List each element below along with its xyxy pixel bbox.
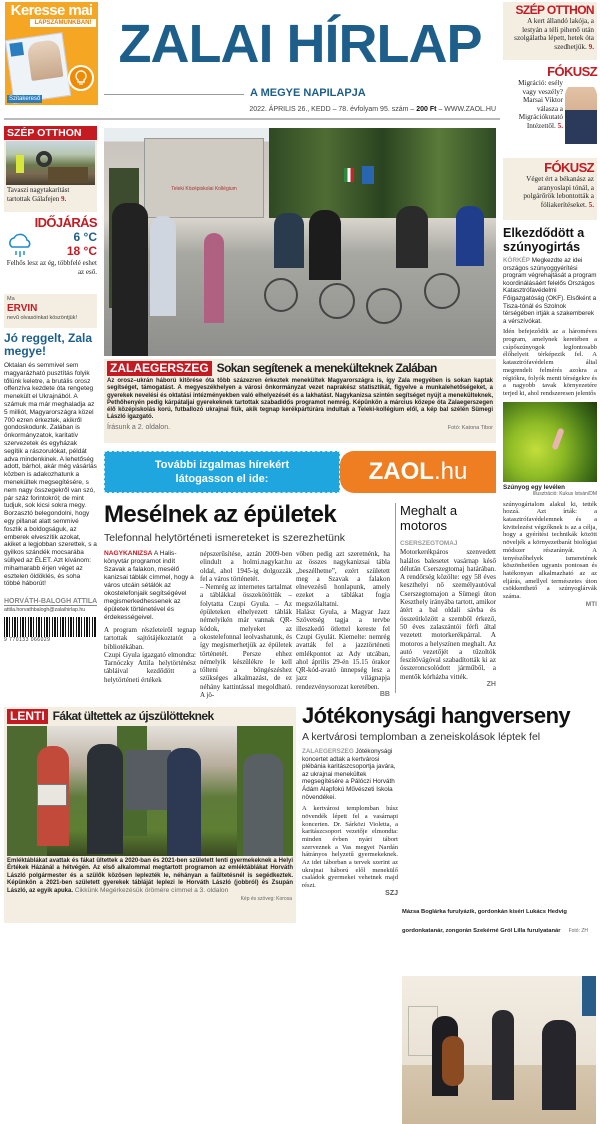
promo-ad[interactable] (5, 2, 98, 105)
lead-headline: Sokan segítenek a menekülteknek Zalában (216, 361, 437, 375)
szunyog-headline: Elkezdődött a szúnyogirtás (503, 226, 585, 254)
lenti-credit: Kép és szöveg: Korosa (240, 896, 292, 903)
nameday-box (4, 294, 97, 328)
date-line (150, 106, 496, 113)
rain-cloud-icon (6, 233, 34, 259)
motoros-kicker: CSERSZEGTOMAJ (400, 540, 458, 547)
zaol-logo-suffix: .hu (433, 458, 468, 485)
concert-photo-credit: Fotó: ZH (568, 928, 589, 934)
motoros-body: Motorkerékpáros szenvedett halálos balesetet vasárnap késő délután Cserszegtomaj határában. A rendőrség közölte: egy 58 éves keszthelyi nő személyautóval Cserszegtomajon a Sümegi úton Keszthely irányába tartott, amikor átért a bal oldali sávba és összeütközött a szemből érkező, 50 éves zalaszántói férfi által vezetett motorkerékpárral. A motoros a helyszínen meghalt. Az autó vezetőjét a tűzoltók feszítővágóval szabadították ki az összeroncsolódott járműből, a mentők kórházba vitték. (400, 548, 496, 681)
concert-kicker: ZALAEGERSZEG (302, 748, 354, 755)
lenti-caption (4, 856, 296, 895)
mesel-signature: BB (379, 691, 390, 699)
lead-ref[interactable]: Írásunk a 2. oldalon. (107, 423, 171, 431)
temp-low: 6 °C (73, 230, 97, 244)
barcode (4, 617, 97, 643)
teaser-text: Migráció: esély vagy veszély? Marsai Viktor válasza a Migrációkutató Intézettől. (518, 79, 563, 130)
zaol-text-1: További izgalmas hírekért (154, 459, 290, 471)
caption: Tavaszi nagytakarítást tartottak Gálafejen (7, 186, 70, 203)
teaser-label: FÓKUSZ (547, 64, 597, 79)
masthead-subtitle: A MEGYE NAPILAPJA (250, 87, 366, 99)
nameday-prefix: Ma (7, 296, 15, 302)
lead-body: Az orosz–ukrán háború kitörése óta több százezren érkeztek menekültek Magyarországra is, így Zala megyében is sokan kaptak segítséget, támogatást. A megyeszékhelyen a városi önkormányzat vezet naprakész statisztikát, figyelve a munkalehetőségeket, a gyerekek nevelési és oktatási intézményekben való elhelyezését és a lakhatást. Nagykanizsa szintén segítséget nyújt a menekülteknek, Pethőhenyén pedig kárpátaljai gyerekeknek tartottak szabadidős programot nemrég. Képünkön a március közepe óta Zalaegerszegen élő középiskolás korú, futballozó ukrajnai fiúk, akik tegnap kerékpártúrára indultak a Teleki-kollégium elől, a kép bal szélén Sümegi László igazgató. (107, 378, 493, 421)
lenti-story[interactable] (4, 707, 296, 923)
building-sign: Teleki Középiskolai Kollégium (171, 186, 237, 192)
teaser-text: A kert állandó lakója, a lestyán a téli pihenő után szolgálatba lépett, hetek óta szedhetjük. (514, 17, 594, 51)
teaser-fokusz-bekanasz[interactable] (503, 158, 597, 220)
teaser-label: SZÉP OTTHON (515, 3, 594, 17)
lead-story[interactable] (104, 359, 496, 443)
weather-label: IDŐJÁRÁS (34, 215, 97, 230)
szunyog-body-1: Idén befejeződik az a hároméves program, amelynek keretében a csípőszúnyogok legfontosabb élőhelyeit térképezik fel. A katasztrófavédelem által megrendelt felmérés azokra a régiókra, folyók menti térségekre és a nagyobb tavak környezetére terjed ki, ahol rendszeresen jelentős (503, 328, 597, 397)
motoros-headline: Meghalt a motoros (400, 503, 458, 533)
column-divider (395, 503, 396, 693)
lenti-ref[interactable]: Cikkünk Megérkezésük örömére címmel a 3. oldalon (74, 887, 229, 895)
left-szep-otthon[interactable] (4, 126, 97, 212)
mesel-body-1: A program részleteiről tegnap tartottak sajtótájékoztatót a bibliotékában. Czupi Gyula igazgató elmondta: Tarnóczky Attila helytörténész tábláival kezdődött a helytörténeti értékek (104, 626, 196, 684)
teaser-label: FÓKUSZ (544, 160, 594, 175)
lead-photo (104, 128, 496, 356)
szunyog-kicker: KÖRKÉP (503, 257, 530, 264)
szunyog-body-2: szúnyogártalom alakul ki, tették hozzá. Azt írták: a katasztrófavédelemnek és a kivitelezést végzőknek is az a célja, hogy a gyérítési technikák között növeljék a környezetbarát biológiai módszer részarányát. A tenyészőhelyek ismeretének köszönhetően ugyanis pontosan és hatékonyan alkalmazható az az eljárás, amellyel természetes úton csökkenthető a szúnyoglárvák száma. (503, 500, 597, 601)
szunyog-story (503, 226, 597, 608)
mesel-headline: Mesélnek az épületek (104, 501, 337, 528)
szunyog-photo-caption: Szúnyog egy levélen (503, 483, 565, 491)
barcode-bars (4, 617, 97, 637)
mesel-col3 (296, 550, 390, 699)
lead-kicker: ZALAEGERSZEG (107, 361, 212, 376)
masthead-rule (104, 94, 244, 95)
portrait-photo (565, 82, 597, 144)
motoros-story (400, 503, 496, 689)
concert-headline: Jótékonysági hangverseny (302, 703, 571, 728)
teaser-text: Véget ért a békanász az aranyoslapi tónál, a polgárőrök lebontották a fóliakerítéseket. (523, 175, 594, 209)
lenti-headline: Fákat ültettek az újszülötteknek (52, 709, 214, 723)
concert-subhead: A kertvárosi templomban a zeneiskolások léptek fel (302, 731, 541, 743)
lenti-kicker: LENTI (7, 709, 48, 724)
date-text: 2022. ÁPRILIS 26., KEDD – 78. évfolyam 95. szám – (249, 106, 415, 113)
concert-body: A kertvárosi templomban húsz növendék lépett fel a vasárnapi koncerten. Dr. Sárközi Violetta, a karitászcsoport vezetője elmondta: minden évben nyári tábort szerveznek a Vas megyei Nardán hátrányos helyzetű gyermekeknek. Az idei táborban a tervek szerint az ukrajnai háború elől menekülő családok gyermekei vehetnek majd részt. (302, 805, 398, 890)
mesel-body-3: vőben pedig azt szeretnénk, ha az összes nagykanizsai tábla „beszélhetne”, ezért született meg a Szavak a falakon elnevezésű honlapunk, amely ezeket a táblákat fogja megszólaltatni. Halász Gyula, a Magyar Jazz Szövetség tagja a tervbe illeszkedő ötlettel kereste fel Czupi Gyulát. Kiemelte: nemrég avatták fel a jazztörténeti emlékpontot az Ady utcában, ahol április 29-én 15.15 órakor QR-kód-avató ünnepség lesz a jazz világnapja rendezvénysorozat keretében. (296, 550, 390, 691)
zaol-banner[interactable] (104, 451, 496, 493)
nameday-name: ERVIN (7, 303, 38, 314)
temp-high: 18 °C (66, 244, 97, 258)
concert-signature: SZJ (385, 889, 398, 897)
magazine-cover (5, 32, 71, 103)
mesel-lead: A Halis-könyvtár programot indít Szavak a falakon, mesélő kanizsai táblák címmel, hogy a város utcáin sétálók az okostelefonjaik segítségével megismerkedhessenek az épületek történetével és érdekességeivel. (104, 550, 194, 621)
nameday-text: nevű olvasóinkat köszöntjük! (7, 315, 78, 321)
teaser-fokusz-migracio[interactable] (503, 64, 597, 154)
szunyog-photo-credit: Illusztráció: Kukus István/DM (532, 491, 597, 498)
lenti-caption-text: Emléktáblákat avattak és fákat ültettek a 2020-ban és 2021-ben született lenti gyermekeknek a Helyi Értékek Házánál a hétvégén. Az első alkalommal megtartott programon az emléktáblákat Horváth László polgármester és a szülők közösen leplezték le, néhányan a faültetésnél is segédkeztek. Képünkön a 2021-ben született gyerekek tábláját leplezi le Horváth László (jobbról) és Zsupán László, az egyik apuka. (7, 858, 293, 895)
mesel-subhead: Telefonnal helytörténeti ismereteket is szerezhetünk (104, 532, 346, 544)
concert-photo-caption: Mázsa Boglárka furulyázik, gordonkán kíséri Lukács Hedvig gordonkatanár, zongorán Szekérné Gról Lilla furulyatanár (402, 909, 567, 934)
motoros-signature: ZH (486, 681, 496, 689)
concert-photo-caption-box (402, 898, 596, 936)
zaol-banner-left (104, 451, 340, 493)
weather-box (4, 215, 97, 291)
section-label: SZÉP OTTHON (4, 126, 97, 140)
masthead-divider (4, 118, 500, 120)
lead-photo-credit: Fotó: Katona Tibor (447, 424, 493, 431)
lenti-photo (7, 726, 293, 856)
zaol-logo-bold: ZAOL (368, 458, 434, 485)
teaser-szep-otthon[interactable] (503, 2, 597, 60)
szunyog-signature: MTI (585, 600, 597, 608)
mesel-col1 (104, 550, 196, 684)
mosquito-photo (503, 402, 597, 482)
editorial (4, 332, 97, 643)
editorial-email[interactable]: attila.horvathbalogh@zalaihirlap.hu (4, 607, 86, 614)
teaser-page: 5. (588, 200, 594, 209)
promo-sub: LAPSZÁMUNKBAN! (30, 19, 96, 27)
editorial-title: Jó reggelt, Zala megye! (4, 331, 93, 358)
barcode-number: 9 770133 066029 (4, 637, 51, 644)
editorial-author: HORVÁTH-BALOGH ATTILA (4, 598, 98, 606)
teaser-page: 5. (557, 121, 563, 130)
lightbulb-icon (68, 65, 94, 91)
szunyog-lead: Megkezdte az idei országos szúnyoggyérítési program végrehajtását a program koordinálásáért felelős Országos Katasztrófavédelmi Főigazgatóság (OKF). Elsőként a Tisza-tónál és Szolnok térségében irtják a szakemberek a vérszívókat. (503, 257, 597, 325)
editorial-body: Oktalan és semmivel sem magyarázható pusztítás folyik tőlünk keletre, a brutális orosz offenzíva kezdete óta rengeteg menekült el Ukrajnából. A számuk ma már meghaladja az 5 milliót, Magyarországra közel 700 ezren érkeztek, akikről gondoskodunk. Zalában is önkormányzatok, karitatív szervezetek és egyházak segítik a rászorulókat, példát adva mindenkinek. A lehetőség adott, bárhol, akár még vásárlás közben is adakozhatunk a menekültek megsegítésére, s nem nagy összegekről van szó, pár száz forintokról; de mint tudjuk, sok kicsi sokra megy. Borzasztó belegondolni, hogy egy pillanat alatt semmivé foszlik a boldogságuk, az emberek elveszítik azokat, akiket a legjobban szerettek, s a gyilkos szándék mocsarába süllyed az ÉLET. Azt kívánom: mihamarabb érjen véget az esztelen öldöklés, és soha többé háborút! (4, 362, 97, 588)
website-link[interactable]: – WWW.ZAOL.HU (438, 106, 496, 113)
concert-text (302, 748, 398, 898)
cleanup-photo (6, 141, 95, 185)
promo-headline: Keresse mai (10, 2, 93, 19)
masthead-title: ZALAI HÍRLAP (118, 14, 482, 74)
zaol-logo[interactable] (340, 451, 496, 493)
mesel-body-2: népszerűsítése, aztán 2009-ben elindult a holmi.nagykar.hu oldal, ahol 1945-ig dolgozzák fel a város történetét. – Nemrég az internetes tartalmat a táblákkal összekötöttük – folytatta Czupi Gyula. – Az épületeken elhelyezett táblák némelyikén már vannak QR-kódok, melyeket az okostelefonnal leolvashatunk, és így megismerhetjük az épületek történetét. Persze ehhez némelyik készülékre le kell tölteni a böngészéshez szükséges alkalmazást, de ez néhány kattintással megoldható. A jö- (200, 550, 292, 700)
zaol-text-2: látogasson el ide: (175, 473, 269, 485)
page-ref: 9. (61, 194, 67, 203)
teaser-page: 9. (588, 42, 594, 51)
concert-lead: Jótékonysági koncertet adtak a kertvárosi plébánia karitászcsoportja javára, az ukrajnai menekültek megsegítésére a Pálóczi Horváth Ádám Alapfokú Művészeti Iskola növendékei. (302, 748, 396, 801)
mesel-kicker: NAGYKANIZSA (104, 550, 153, 557)
weather-text: Felhős lesz az ég, többfelé eshet az eső. (6, 259, 97, 276)
mosquito-shape (551, 427, 564, 450)
price: 200 Ft (416, 106, 437, 113)
concert-photo (402, 976, 596, 1124)
magazine-label: Szitakereső (9, 96, 41, 102)
